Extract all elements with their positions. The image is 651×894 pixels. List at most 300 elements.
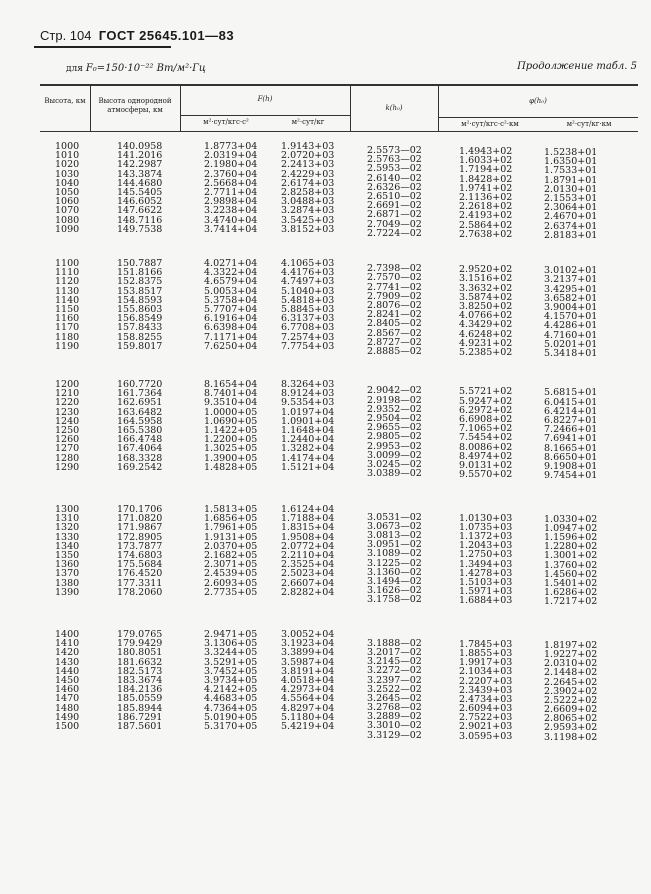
F-kg-cell: 3.0488+03	[281, 196, 335, 208]
col-F-unit2: м²·сут/кг	[291, 118, 325, 126]
homogeneous-height-cell: 147.6622	[117, 205, 163, 217]
phi-kgf-cell: 2.9520+02	[459, 264, 513, 276]
table-block	[0, 258, 651, 359]
F-kg-cell: 1.9508+04	[281, 531, 335, 543]
phi-kgf-cell: 4.6248+02	[459, 328, 513, 340]
phi-kgf-cell: 9.5570+02	[459, 469, 513, 481]
F-kgf-cell: 4.3322+04	[204, 267, 258, 279]
F-kg-cell: 1.6124+04	[281, 504, 335, 515]
k-column	[367, 264, 422, 356]
phi-kg-cell: 4.1570+01	[544, 311, 598, 323]
homogeneous-height-cell: 168.3328	[117, 452, 163, 464]
phi-kgf-cell: 1.6033+02	[459, 155, 513, 167]
F-kgf-cell: 1.0690+05	[204, 415, 258, 427]
k-cell: 2.8241—02	[367, 309, 422, 321]
F-kg-cell: 9.5354+03	[281, 397, 335, 409]
P2-column	[544, 388, 597, 480]
F-kgf-cell: 1.1422+05	[204, 424, 258, 436]
homogeneous-height-cell: 153.8517	[117, 285, 163, 297]
phi-kg-cell: 5.3418+01	[544, 347, 598, 359]
F-kg-cell: 2.5023+04	[281, 568, 335, 580]
F-kg-cell: 3.5425+03	[281, 214, 335, 226]
F-kg-cell: 2.8282+04	[281, 586, 335, 598]
homogeneous-height-cell: 174.6803	[117, 549, 163, 561]
homogeneous-height-cell: 184.2136	[117, 684, 163, 696]
homogeneous-height-cell: 160.7720	[117, 379, 163, 390]
height-cell: 1240	[55, 415, 80, 427]
homogeneous-height-cell: 143.3874	[117, 168, 163, 180]
homogeneous-height-cell: 152.8375	[117, 276, 163, 288]
F-kgf-cell: 2.0319+04	[204, 150, 258, 162]
F-kg-cell: 2.3525+04	[281, 559, 335, 571]
height-cell: 1190	[55, 340, 80, 352]
phi-kgf-cell: 9.0131+02	[459, 459, 513, 471]
F-kg-cell: 1.9143+03	[281, 141, 335, 152]
k-cell: 3.2768—02	[367, 702, 422, 714]
height-cell: 1420	[55, 647, 80, 659]
phi-kg-cell: 2.0130+01	[544, 183, 598, 195]
homogeneous-height-cell: 181.6632	[117, 656, 163, 668]
phi-kgf-cell: 2.9021+03	[459, 721, 513, 733]
phi-kg-cell: 2.6374+01	[544, 220, 598, 232]
phi-kgf-cell: 1.8428+02	[459, 173, 513, 185]
k-cell: 2.9504—02	[367, 412, 422, 424]
phi-kgf-cell: 7.1065+02	[459, 423, 513, 435]
phi-kgf-cell: 1.0735+03	[459, 521, 513, 533]
k-cell: 2.7049—02	[367, 218, 422, 230]
k-cell: 2.8885—02	[367, 345, 422, 357]
k-cell: 3.1494—02	[367, 575, 422, 587]
P1-column	[459, 147, 512, 239]
homogeneous-height-cell: 145.5405	[117, 186, 163, 198]
divider	[438, 117, 638, 118]
F-kgf-cell: 5.0190+05	[204, 711, 258, 723]
height-cell: 1160	[55, 313, 80, 325]
phi-kgf-cell: 3.0595+03	[459, 730, 513, 742]
homogeneous-height-cell: 142.2987	[117, 159, 163, 171]
phi-kgf-cell: 1.4278+03	[459, 567, 513, 579]
height-cell: 1490	[55, 711, 80, 723]
phi-kg-cell: 2.2645+02	[544, 676, 598, 688]
phi-kgf-cell: 1.2750+03	[459, 549, 513, 561]
divider	[438, 86, 439, 131]
phi-kgf-cell: 5.5721+02	[459, 386, 513, 398]
phi-kgf-cell: 6.6908+02	[459, 413, 513, 425]
phi-kg-cell: 1.6286+02	[544, 587, 598, 599]
phi-kg-cell: 6.0415+01	[544, 396, 598, 408]
F-kg-cell: 3.8152+03	[281, 223, 335, 235]
homogeneous-height-cell: 179.9429	[117, 638, 163, 650]
table-condition	[66, 63, 206, 74]
height-cell: 1430	[55, 656, 80, 668]
k-cell: 2.6326—02	[367, 181, 422, 193]
phi-kg-cell: 5.6815+01	[544, 387, 598, 399]
F-kg-cell: 2.6607+04	[281, 577, 335, 589]
k-cell: 3.1360—02	[367, 566, 422, 578]
phi-kgf-cell: 1.2043+03	[459, 540, 513, 552]
homogeneous-height-cell: 172.8905	[117, 531, 163, 543]
F-kg-cell: 8.9124+03	[281, 388, 335, 400]
phi-kg-cell: 4.4286+01	[544, 320, 598, 332]
F-kgf-cell: 6.6398+04	[204, 322, 258, 334]
height-cell: 1410	[55, 638, 80, 650]
homogeneous-height-cell: 150.7887	[117, 258, 163, 269]
homogeneous-height-cell: 177.3311	[117, 577, 163, 589]
phi-kgf-cell: 4.0766+02	[459, 310, 513, 322]
col-F-unit1: м²·сут/кгс·с²	[203, 118, 249, 126]
phi-kg-cell: 6.4214+01	[544, 405, 598, 417]
divider	[180, 86, 181, 131]
height-cell: 1010	[55, 150, 80, 162]
phi-kgf-cell: 1.1372+03	[459, 530, 513, 542]
homogeneous-height-cell: 157.8433	[117, 322, 163, 334]
height-cell: 1000	[55, 141, 80, 152]
F-kg-cell: 4.0518+04	[281, 674, 335, 686]
k-cell: 3.0813—02	[367, 529, 422, 541]
homogeneous-height-cell: 156.8549	[117, 313, 163, 325]
F-kg-cell: 3.0052+04	[281, 629, 335, 640]
condition-prefix: для	[66, 64, 83, 74]
k-cell: 2.9805—02	[367, 431, 422, 443]
F-kgf-cell: 2.5668+04	[204, 177, 258, 189]
homogeneous-height-cell: 187.5601	[117, 720, 163, 732]
k-cell: 2.5573—02	[367, 145, 422, 156]
F-kgf-cell: 5.7707+04	[204, 303, 258, 315]
F-kg-cell: 1.2440+04	[281, 434, 335, 446]
F-kgf-cell: 2.4539+05	[204, 568, 258, 580]
col-phi-header: φ(h₀)	[529, 97, 547, 105]
phi-kg-cell: 5.0201+01	[544, 338, 598, 350]
k-cell: 3.0389—02	[367, 468, 422, 480]
phi-kgf-cell: 8.0086+02	[459, 441, 513, 453]
F-kgf-cell: 7.1171+04	[204, 331, 258, 343]
P1-column	[459, 387, 512, 479]
phi-kg-cell: 2.1448+02	[544, 667, 598, 679]
homogeneous-height-cell: 155.8603	[117, 303, 163, 315]
F-kgf-cell: 2.3071+05	[204, 559, 258, 571]
height-cell: 1140	[55, 294, 80, 306]
F-kg-cell: 1.5121+04	[281, 461, 335, 473]
F-kg-cell: 2.2110+04	[281, 549, 335, 561]
phi-kg-cell: 2.1553+01	[544, 192, 598, 204]
homogeneous-height-cell: 182.5173	[117, 665, 163, 677]
F-kgf-cell: 4.4683+05	[204, 693, 258, 705]
homogeneous-height-cell: 166.4748	[117, 434, 163, 446]
F-kgf-cell: 3.1306+05	[204, 638, 258, 650]
height-cell: 1250	[55, 424, 80, 436]
F-kgf-cell: 2.0370+05	[204, 540, 258, 552]
F-kg-cell: 1.0197+04	[281, 406, 335, 418]
F-kgf-cell: 6.1916+04	[204, 313, 258, 325]
height-cell: 1040	[55, 177, 80, 189]
homogeneous-height-cell: 167.4064	[117, 443, 163, 455]
phi-kg-cell: 9.1908+01	[544, 460, 598, 472]
F-kgf-cell: 3.3244+05	[204, 647, 258, 659]
col-k-header: k(h₀)	[385, 104, 403, 112]
homogeneous-height-cell: 141.2016	[117, 150, 163, 162]
k-cell: 2.9655—02	[367, 422, 422, 434]
page-number: Стр. 104	[40, 28, 92, 43]
k-cell: 3.3010—02	[367, 720, 422, 732]
height-cell: 1050	[55, 186, 80, 198]
F-kgf-cell: 1.6856+05	[204, 513, 258, 525]
k-cell: 3.0099—02	[367, 449, 422, 461]
col-height-header: Высота, км	[44, 97, 86, 105]
homogeneous-height-cell: 185.0559	[117, 693, 163, 705]
phi-kg-cell: 6.8227+01	[544, 414, 598, 426]
F-kg-cell: 5.8845+03	[281, 303, 335, 315]
F-kg-cell: 1.7188+04	[281, 513, 335, 525]
k-cell: 2.6871—02	[367, 209, 422, 221]
F-kg-cell: 2.4229+03	[281, 168, 335, 180]
k-cell: 3.2522—02	[367, 683, 422, 695]
F-kgf-cell: 3.9734+05	[204, 674, 258, 686]
F-kg-cell: 8.3264+03	[281, 379, 335, 390]
phi-kgf-cell: 4.9231+02	[459, 337, 513, 349]
height-cell: 1320	[55, 522, 80, 534]
homogeneous-height-cell: 158.8255	[117, 331, 163, 343]
height-cell: 1400	[55, 629, 80, 640]
F-kgf-cell: 3.7414+04	[204, 223, 258, 235]
height-cell: 1290	[55, 461, 80, 473]
F-kg-cell: 4.2973+04	[281, 684, 335, 696]
height-cell: 1210	[55, 388, 80, 400]
col-phi-unit1: м²·сут/кгс·с²·км	[461, 120, 519, 128]
table-block	[0, 504, 651, 608]
homogeneous-height-cell: 161.7364	[117, 388, 163, 400]
P2-column	[544, 148, 597, 240]
phi-kg-cell: 2.5222+02	[544, 694, 598, 706]
height-cell: 1480	[55, 702, 80, 714]
phi-kg-cell: 3.9004+01	[544, 301, 598, 313]
k-column	[367, 146, 422, 238]
height-cell: 1500	[55, 720, 80, 732]
height-cell: 1370	[55, 568, 80, 580]
F-kgf-cell: 2.7735+05	[204, 586, 258, 598]
k-cell: 3.1758—02	[367, 594, 422, 606]
continuation-label: Продолжение табл. 5	[517, 61, 637, 72]
height-cell: 1350	[55, 549, 80, 561]
F-kgf-cell: 1.3025+05	[204, 443, 258, 455]
F-kgf-cell: 1.5813+05	[204, 504, 258, 515]
homogeneous-height-cell: 149.7538	[117, 223, 163, 235]
homogeneous-height-cell: 186.7291	[117, 711, 163, 723]
F-kgf-cell: 1.7961+05	[204, 522, 258, 534]
phi-kgf-cell: 1.9917+03	[459, 657, 513, 669]
phi-kgf-cell: 2.6094+03	[459, 703, 513, 715]
k-cell: 3.0531—02	[367, 511, 422, 523]
k-cell: 3.1225—02	[367, 557, 422, 569]
F-kg-cell: 5.4219+04	[281, 720, 335, 732]
P2-column	[544, 515, 597, 607]
k-cell: 3.0673—02	[367, 520, 422, 532]
homogeneous-height-cell: 180.8051	[117, 647, 163, 659]
phi-kgf-cell: 1.7194+02	[459, 164, 513, 176]
k-column	[367, 513, 422, 605]
k-cell: 3.3129—02	[367, 729, 422, 741]
height-cell: 1200	[55, 379, 80, 390]
phi-kgf-cell: 2.7638+02	[459, 228, 513, 240]
phi-kgf-cell: 3.3632+02	[459, 282, 513, 294]
homogeneous-height-cell: 173.7877	[117, 540, 163, 552]
divider	[90, 86, 91, 131]
height-cell: 1360	[55, 559, 80, 571]
k-cell: 2.5953—02	[367, 163, 422, 175]
homogeneous-height-cell: 178.2060	[117, 586, 163, 598]
F-kgf-cell: 4.0271+04	[204, 258, 258, 269]
col-F-header: F(h)	[257, 95, 273, 103]
header-rule	[34, 46, 171, 48]
F-kg-cell: 2.2413+03	[281, 159, 335, 171]
phi-kg-cell: 2.9593+02	[544, 722, 598, 734]
phi-kgf-cell: 1.5103+03	[459, 576, 513, 588]
height-cell: 1180	[55, 331, 80, 343]
F-kgf-cell: 1.3900+05	[204, 452, 258, 464]
phi-kgf-cell: 5.2385+02	[459, 346, 513, 358]
F-kg-cell: 4.8297+04	[281, 702, 335, 714]
F-kgf-cell: 4.7364+05	[204, 702, 258, 714]
phi-kg-cell: 1.4560+02	[544, 568, 598, 580]
height-cell: 1330	[55, 531, 80, 543]
F-kg-cell: 7.2574+03	[281, 331, 335, 343]
F-kgf-cell: 9.3510+04	[204, 397, 258, 409]
homogeneous-height-cell: 185.8944	[117, 702, 163, 714]
phi-kgf-cell: 5.9247+02	[459, 395, 513, 407]
divider	[40, 84, 638, 86]
k-cell: 2.9352—02	[367, 403, 422, 415]
homogeneous-height-cell: 144.4680	[117, 177, 163, 189]
homogeneous-height-cell: 163.6482	[117, 406, 163, 418]
phi-kgf-cell: 1.5971+03	[459, 586, 513, 598]
homogeneous-height-cell: 175.5684	[117, 559, 163, 571]
k-cell: 3.2889—02	[367, 711, 422, 723]
phi-kg-cell: 9.7454+01	[544, 470, 598, 482]
phi-kgf-cell: 1.3494+03	[459, 558, 513, 570]
phi-kg-cell: 1.3760+02	[544, 559, 598, 571]
phi-kg-cell: 1.5238+01	[544, 147, 598, 158]
homogeneous-height-cell: 146.6052	[117, 196, 163, 208]
phi-kg-cell: 3.0102+01	[544, 265, 598, 277]
height-cell: 1440	[55, 665, 80, 677]
F-kg-cell: 5.4818+03	[281, 294, 335, 306]
height-cell: 1170	[55, 322, 80, 334]
height-cell: 1120	[55, 276, 80, 288]
k-column	[367, 639, 422, 740]
phi-kgf-cell: 3.1516+02	[459, 273, 513, 285]
P2-column	[544, 266, 597, 358]
phi-kg-cell: 1.5401+02	[544, 577, 598, 589]
table-block	[0, 379, 651, 482]
k-cell: 2.6510—02	[367, 190, 422, 202]
phi-kgf-cell: 2.1136+02	[459, 191, 513, 203]
F-kgf-cell: 1.8773+04	[204, 141, 258, 152]
k-cell: 2.6140—02	[367, 172, 422, 184]
F-kgf-cell: 2.9471+05	[204, 629, 258, 640]
phi-kg-cell: 8.6650+01	[544, 451, 598, 463]
phi-kg-cell: 2.3902+02	[544, 685, 598, 697]
F-kg-cell: 2.6174+03	[281, 177, 335, 189]
phi-kgf-cell: 1.7845+03	[459, 638, 513, 650]
homogeneous-height-cell: 183.3674	[117, 674, 163, 686]
homogeneous-height-cell: 176.4520	[117, 568, 163, 580]
F-kg-cell: 2.8258+03	[281, 186, 335, 198]
k-cell: 2.9198—02	[367, 394, 422, 406]
height-cell: 1380	[55, 577, 80, 589]
phi-kgf-cell: 2.1034+03	[459, 666, 513, 678]
phi-kgf-cell: 1.8855+03	[459, 647, 513, 659]
phi-kg-cell: 1.7217+02	[544, 596, 598, 608]
homogeneous-height-cell: 164.5958	[117, 415, 163, 427]
height-cell: 1110	[55, 267, 80, 279]
P1-column	[459, 265, 512, 357]
phi-kgf-cell: 3.8250+02	[459, 300, 513, 312]
phi-kg-cell: 2.8183+01	[544, 229, 598, 241]
k-cell: 2.7224—02	[367, 227, 422, 239]
col-homogeneous-header: Высота однородной атмосферы, км	[98, 97, 172, 114]
phi-kgf-cell: 8.4974+02	[459, 450, 513, 462]
phi-kg-cell: 1.0330+02	[544, 513, 598, 525]
k-cell: 2.8076—02	[367, 299, 422, 311]
phi-kg-cell: 1.0947+02	[544, 522, 598, 534]
F-kg-cell: 5.1180+04	[281, 711, 335, 723]
table-block	[0, 141, 651, 241]
homogeneous-height-cell: 162.6951	[117, 397, 163, 409]
F-kg-cell: 2.0772+04	[281, 540, 335, 552]
height-cell: 1300	[55, 504, 80, 515]
F-kgf-cell: 2.7711+04	[204, 186, 258, 198]
phi-kg-cell: 7.2466+01	[544, 424, 598, 436]
height-cell: 1270	[55, 443, 80, 455]
phi-kg-cell: 1.2280+02	[544, 541, 598, 553]
F-kg-cell: 1.3282+04	[281, 443, 335, 455]
phi-kg-cell: 1.6350+01	[544, 156, 598, 168]
standard-number: ГОСТ 25645.101—83	[98, 28, 235, 43]
F-kgf-cell: 5.0053+04	[204, 285, 258, 297]
F-kgf-cell: 2.3760+04	[204, 168, 258, 180]
F-kgf-cell: 1.0000+05	[204, 406, 258, 418]
height-cell: 1470	[55, 693, 80, 705]
phi-kg-cell: 4.7160+01	[544, 329, 598, 341]
k-cell: 3.0951—02	[367, 539, 422, 551]
height-cell: 1260	[55, 434, 80, 446]
phi-kgf-cell: 2.5864+02	[459, 219, 513, 231]
phi-kgf-cell: 2.3439+03	[459, 684, 513, 696]
P1-column	[459, 640, 512, 741]
homogeneous-height-cell: 171.9867	[117, 522, 163, 534]
k-cell: 3.2645—02	[367, 692, 422, 704]
phi-kg-cell: 2.6609+02	[544, 704, 598, 716]
F-kgf-cell: 3.2238+04	[204, 205, 258, 217]
phi-kg-cell: 2.4670+01	[544, 211, 598, 223]
phi-kgf-cell: 2.4193+02	[459, 210, 513, 222]
F-kg-cell: 3.8191+04	[281, 665, 335, 677]
F-kg-cell: 6.7708+03	[281, 322, 335, 334]
homogeneous-height-cell: 151.8166	[117, 267, 163, 279]
k-cell: 3.1888—02	[367, 637, 422, 649]
height-cell: 1390	[55, 586, 80, 598]
k-cell: 2.8567—02	[367, 327, 422, 339]
phi-kg-cell: 1.8791+01	[544, 174, 598, 186]
phi-kgf-cell: 1.0130+03	[459, 512, 513, 524]
F-kgf-cell: 4.2142+05	[204, 684, 258, 696]
F-kgf-cell: 1.4828+05	[204, 461, 258, 473]
k-cell: 3.2397—02	[367, 674, 422, 686]
homogeneous-height-cell: 179.0765	[117, 629, 163, 640]
F-kgf-cell: 4.6579+04	[204, 276, 258, 288]
k-cell: 3.2017—02	[367, 646, 422, 658]
F-kg-cell: 2.0720+03	[281, 150, 335, 162]
F-kgf-cell: 8.1654+04	[204, 379, 258, 390]
